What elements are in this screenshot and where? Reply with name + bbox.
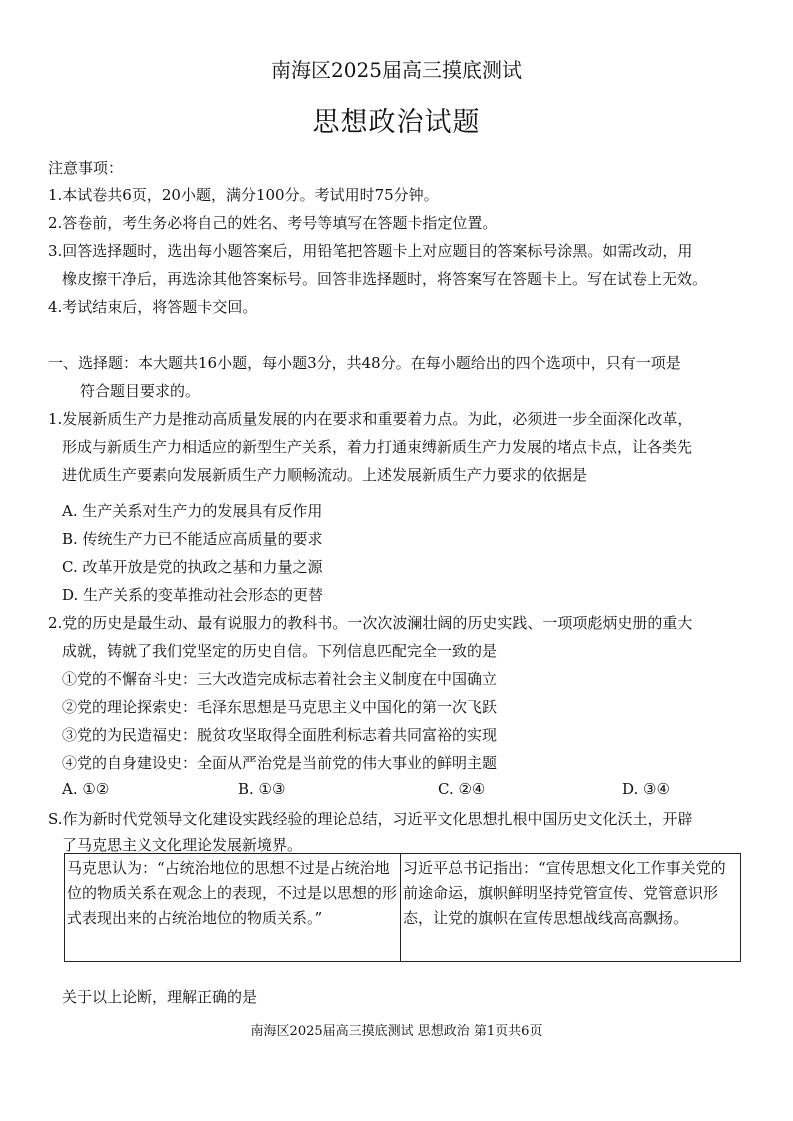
question-3-prompt: 关于以上论断，理解正确的是 (62, 988, 258, 1006)
question-3-stem: 了马克思主义文化理论发展新境界。 (62, 836, 303, 854)
notice-item: 4.考试结束后，将答题卡交回。 (48, 298, 258, 316)
question-1-stem: 1.发展新质生产力是推动高质量发展的内在要求和重要着力点。为此，必须进一步全面深化改革， (48, 410, 693, 428)
question-1-option-b: B. 传统生产力已不能适应高质量的要求 (62, 530, 323, 548)
section-heading: 一、选择题：本大题共16小题，每小题3分，共48分。在每小题给出的四个选项中，只有一项是 (48, 354, 681, 372)
notice-item: 2.答卷前，考生务必将自己的姓名、考号等填写在答题卡指定位置。 (48, 214, 498, 232)
question-2-stem: 2.党的历史是最生动、最有说服力的教科书。一次次波澜壮阔的历史实践、一项项彪炳史册的重大 (48, 614, 693, 632)
question-2-stem: 成就，铸就了我们党坚定的历史自信。下列信息匹配完全一致的是 (62, 642, 498, 660)
question-2-option-c: C. ②④ (438, 780, 486, 798)
notice-item: 1.本试卷共6页，20小题，满分100分。考试用时75分钟。 (48, 186, 439, 204)
question-1-stem: 形成与新质生产力相适应的新型生产关系，着力打通束缚新质生产力发展的堵点卡点，让各类先 (62, 438, 693, 456)
subject-title: 思想政治试题 (312, 107, 481, 138)
notice-item: 3.回答选择题时，选出每小题答案后，用铅笔把答题卡上对应题目的答案标号涂黑。如需改动，用 (48, 242, 693, 260)
question-3-stem: S.作为新时代党领导文化建设实践经验的理论总结，习近平文化思想扎根中国历史文化沃土，开辟 (48, 810, 693, 828)
question-2-statement: ④党的自身建设史：全面从严治党是当前党的伟大事业的鲜明主题 (62, 754, 498, 772)
question-1-option-c: C. 改革开放是党的执政之基和力量之源 (62, 558, 323, 576)
section-heading-cont: 符合题目要求的。 (80, 382, 201, 400)
question-1-stem: 进优质生产要素向发展新质生产力顺畅流动。上述发展新质生产力要求的依据是 (62, 466, 588, 484)
question-2-option-d: D. ③④ (622, 780, 670, 798)
question-2-statement: ②党的理论探索史：毛泽东思想是马克思主义中国化的第一次飞跃 (62, 698, 498, 716)
quote-xi: 习近平总书记指出：“宣传思想文化工作事关党的前途命运，旗帜鲜明坚持党管宣传、党管意识形态，让党的旗帜在宣传思想战线高高飘扬。 (403, 859, 726, 927)
quote-marx: 马克思认为：“占统治地位的思想不过是占统治地位的物质关系在观念上的表现，不过是以思想的形式表现出来的占统治地位的物质关系。” (67, 859, 398, 927)
question-2-statement: ①党的不懈奋斗史：三大改造完成标志着社会主义制度在中国确立 (62, 670, 498, 688)
question-2-statement: ③党的为民造福史：脱贫攻坚取得全面胜利标志着共同富裕的实现 (62, 726, 498, 744)
question-1-option-d: D. 生产关系的变革推动社会形态的更替 (62, 586, 324, 604)
exam-title: 南海区2025届高三摸底测试 (271, 58, 522, 82)
page-footer: 南海区2025届高三摸底测试 思想政治 第1页共6页 (250, 1024, 543, 1039)
question-1-option-a: A. 生产关系对生产力的发展具有反作用 (62, 502, 323, 520)
question-2-option-b: B. ①③ (238, 780, 286, 798)
question-2-option-a: A. ①② (62, 780, 110, 798)
notice-item: 橡皮擦干净后，再选涂其他答案标号。回答非选择题时，将答案写在答题卡上。写在试卷上无效。 (62, 270, 708, 288)
notice-heading: 注意事项： (48, 159, 124, 177)
